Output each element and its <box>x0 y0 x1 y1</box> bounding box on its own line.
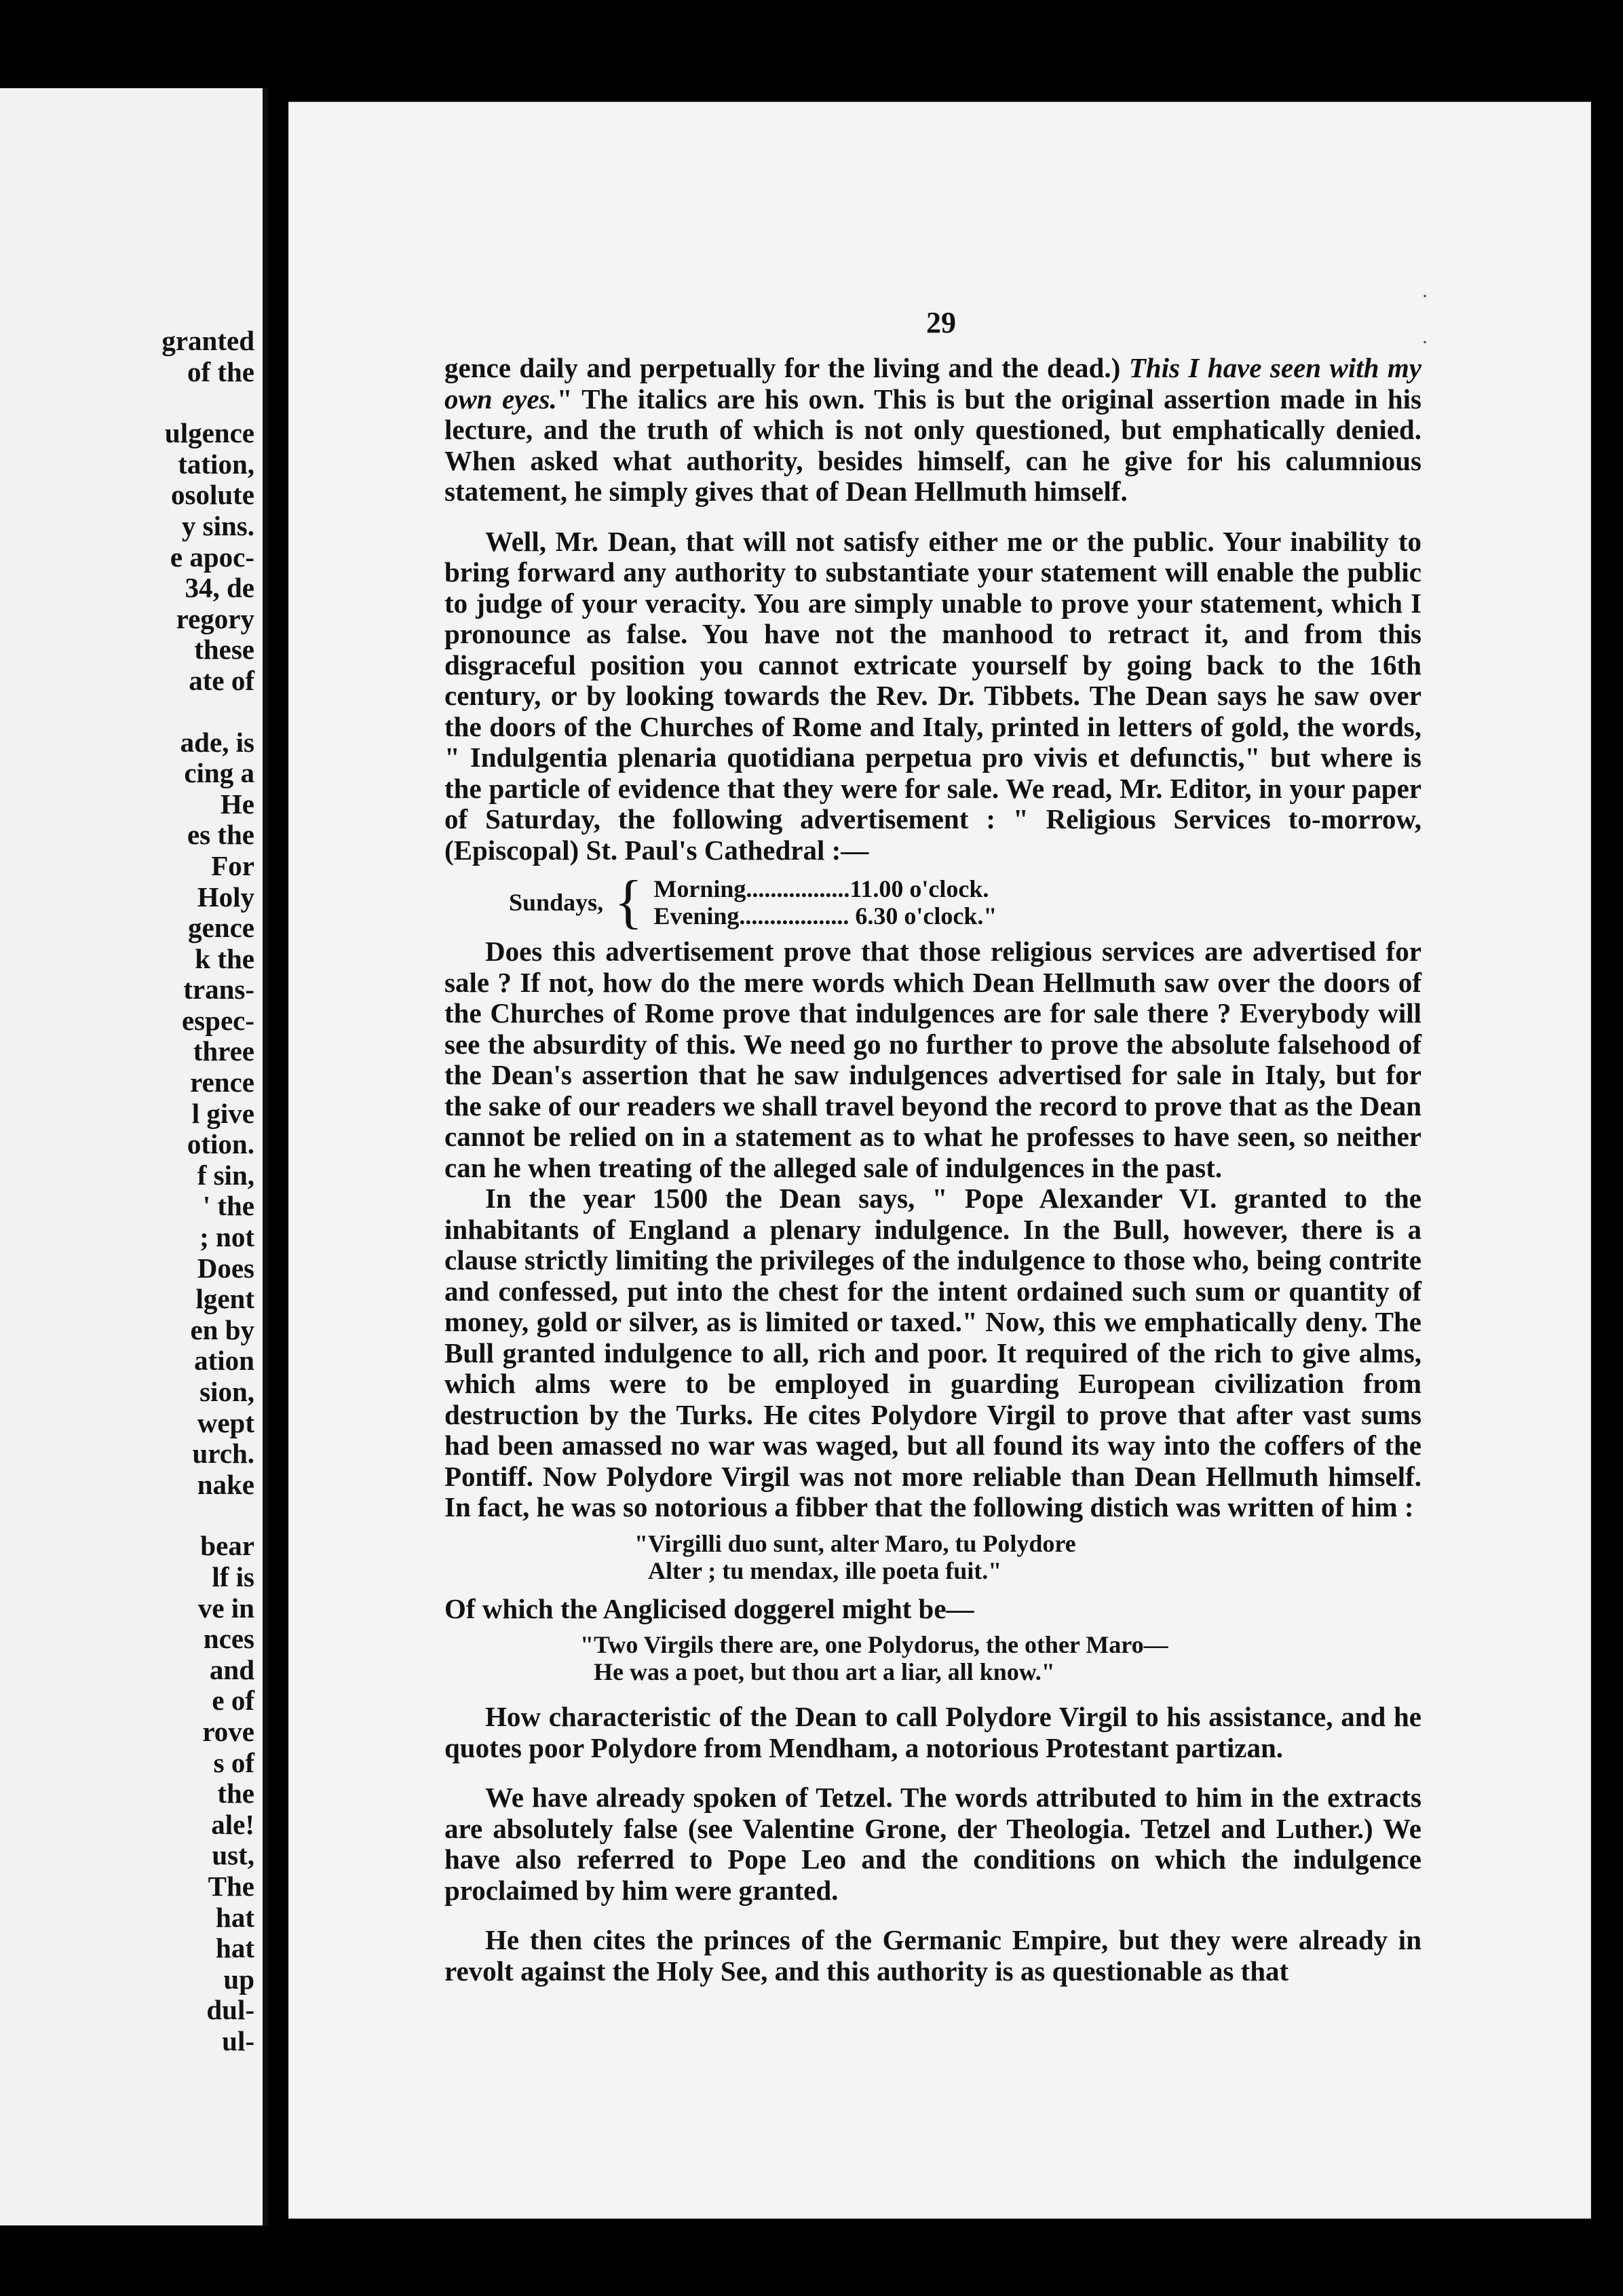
left-fragment-line: 34, de <box>185 572 254 604</box>
left-fragment-line: bear <box>200 1530 254 1562</box>
page-body <box>444 353 1421 1987</box>
left-fragment-line: Holy <box>197 881 254 913</box>
left-fragment-line: these <box>194 634 254 666</box>
left-fragment-line: e apoc- <box>170 541 254 573</box>
left-fragment-line: For <box>211 849 254 881</box>
left-fragment-line <box>10 1500 254 1531</box>
paragraph-5: Of which the Anglicised doggerel might be— <box>444 1592 974 1624</box>
left-fragment-line: y sins. <box>181 510 254 541</box>
left-page <box>0 88 268 2225</box>
english-line-2: He was a poet, but thou art a liar, all know." <box>594 1658 1055 1685</box>
left-fragment-line <box>10 387 254 418</box>
left-fragment-line: granted <box>161 325 254 356</box>
left-fragment-line: the <box>217 1778 254 1810</box>
paragraph-4: In the year 1500 the Dean says, " Pope Alexander VI. granted to the inhabitants of England a plenary indulgence. In the Bull, however, there is a clause strictly limiting the privileges of the indulgence to those who, being contrite and confessed, put into the chest for the intent ordained such sum or quantity of money, gold or silver, as is limited or taxed." Now, this we emphatically deny. The Bull granted indulgence to all, rich and poor. It required of the rich to give alms, which alms were to be employed in guarding European civilization from destruction by the Turks. He cites Polydore Virgil to prove that after vast sums had been amassed no war was waged, but all found its way into the coffers of the Pontiff. Now Polydore Virgil was not more reliable than Dean Hellmuth himself. In fact, he was so notorious a fibber that the following distich was written of him : <box>444 1183 1421 1523</box>
left-fragment-line: ale! <box>211 1808 254 1840</box>
left-fragment-line: cing a <box>184 757 254 789</box>
left-page-text <box>10 326 254 2056</box>
left-fragment-line: ' the <box>202 1190 254 1222</box>
paragraph-1: gence daily and perpetually for the living and the dead.) This I have seen with my own eyes." The italics are his own. This is but the original assertion made in his lecture, and the truth of which is not only questioned, but emphatically denied. When asked what authority, besides himself, can he give for his calumnious statement, he simply gives that of Dean Hellmuth himself. <box>444 352 1421 507</box>
left-fragment-line: osolute <box>171 479 254 511</box>
left-fragment-line: lf is <box>212 1561 254 1592</box>
left-fragment-line: espec- <box>181 1004 254 1036</box>
left-fragment-line: ation <box>194 1345 254 1377</box>
left-fragment-line: ve in <box>197 1592 254 1624</box>
left-fragment-line: regory <box>176 602 254 634</box>
left-fragment-line <box>10 697 254 727</box>
english-line-1: "Two Virgils there are, one Polydorus, the other Maro— <box>580 1631 1168 1658</box>
left-fragment-line: e of <box>212 1685 254 1717</box>
left-fragment-line: He <box>220 788 254 820</box>
left-fragment-line: and <box>209 1653 254 1685</box>
left-fragment-line: urch. <box>192 1438 254 1470</box>
left-fragment-line: up <box>223 1963 254 1995</box>
left-fragment-line: ul- <box>222 2025 254 2056</box>
left-fragment-line: rove <box>202 1715 254 1747</box>
left-fragment-line: ade, is <box>180 726 254 758</box>
service-morning: Morning.................11.00 o'clock. <box>653 875 989 902</box>
italic-quote: This I have seen with my own eyes. <box>444 352 1421 415</box>
left-fragment-line: k the <box>195 942 254 974</box>
left-fragment-line: ust, <box>212 1839 254 1871</box>
brace-icon: { <box>614 869 643 935</box>
paragraph-2: Well, Mr. Dean, that will not satisfy either me or the public. Your inability to bring forward any authority to substantiate your statement will enable the public to judge of your veracity. You are simply unable to prove your statement, which I pronounce as false. You have not the manhood to retract it, and from this disgraceful position you cannot extricate yourself by going back to the 16th century, or by looking towards the Rev. Dr. Tibbets. The Dean says he saw over the doors of the Churches of Rome and Italy, printed in letters of gold, the words, " Indulgentia plenaria quotidiana perpetua pro vivis et defunctis," but where is the particle of evidence that they were for sale. We read, Mr. Editor, in your paper of Saturday, the following advertisement : " Religious Services to-morrow, (Episcopal) St. Paul's Cathedral :— <box>444 525 1421 866</box>
margin-marks: · · <box>1421 285 1428 353</box>
paragraph-3: Does this advertisement prove that those religious services are advertised for sale ? If not, how do the mere words which Dean Hellmuth saw over the doors of the Churches of Rome prove that indulgences are for sale there ? Everybody will see the absurdity of this. We need go no further to prove the absolute falsehood of the Dean's assertion that he saw indulgences advertised for sale in Italy, but for the sake of our readers we shall travel beyond the record to prove that as the Dean cannot be relied on in a statement as to what he professes to have seen, so neither can he when treating of the alleged sale of indulgences in the past. <box>444 936 1421 1183</box>
left-fragment-line: en by <box>190 1314 254 1345</box>
left-fragment-line: dul- <box>206 1994 254 2026</box>
left-fragment-line: of the <box>187 356 254 387</box>
left-fragment-line: Does <box>197 1252 254 1284</box>
left-fragment-line: rence <box>190 1067 254 1098</box>
latin-line-2: Alter ; tu mendax, ille poeta fuit." <box>648 1556 1002 1584</box>
left-fragment-line: tation, <box>178 448 254 480</box>
left-fragment-line: hat <box>216 1901 254 1933</box>
left-fragment-line: s of <box>213 1746 254 1778</box>
left-fragment-line: lgent <box>195 1283 254 1315</box>
left-fragment-line: gence <box>188 912 254 944</box>
paragraph-7: We have already spoken of Tetzel. The words attributed to him in the extracts are absolutely false (see Valentine Grone, der Theologia. Tetzel and Luther.) We have also referred to Pope Leo and the conditions on which the indulgence proclaimed by him were granted. <box>444 1782 1421 1906</box>
left-fragment-line: f sin, <box>197 1159 254 1191</box>
left-fragment-line: es the <box>187 819 254 851</box>
left-fragment-line: The <box>208 1870 254 1902</box>
left-fragment-line: sion, <box>199 1376 254 1407</box>
left-fragment-line: three <box>193 1035 254 1067</box>
left-fragment-line: ate of <box>189 664 254 696</box>
left-fragment-line: wept <box>197 1407 254 1438</box>
service-day-label: Sundays, <box>509 889 604 916</box>
paragraph-6: How characteristic of the Dean to call Polydore Virgil to his assistance, and he quotes poor Polydore from Mendham, a notorious Protestant partizan. <box>444 1701 1421 1763</box>
service-evening: Evening.................. 6.30 o'clock." <box>653 902 997 930</box>
book-gutter <box>263 88 268 2225</box>
latin-distich <box>444 1530 1421 1584</box>
paragraph-8: He then cites the princes of the Germanic Empire, but they were already in revolt against the Holy See, and this authority is as questionable as that <box>444 1924 1421 1987</box>
service-times <box>444 869 1421 935</box>
left-fragment-line: ulgence <box>164 417 254 449</box>
left-fragment-line: trans- <box>183 974 254 1006</box>
left-fragment-line: otion. <box>187 1128 254 1160</box>
english-doggerel <box>444 1631 1421 1685</box>
latin-line-1: "Virgilli duo sunt, alter Maro, tu Polydore <box>634 1529 1076 1557</box>
left-fragment-line: nake <box>197 1468 254 1500</box>
left-fragment-line: hat <box>216 1932 254 1964</box>
left-fragment-line: l give <box>191 1097 254 1129</box>
left-fragment-line: nces <box>203 1623 254 1655</box>
left-fragment-line: ; not <box>199 1221 254 1253</box>
page-number: 29 <box>926 306 956 339</box>
